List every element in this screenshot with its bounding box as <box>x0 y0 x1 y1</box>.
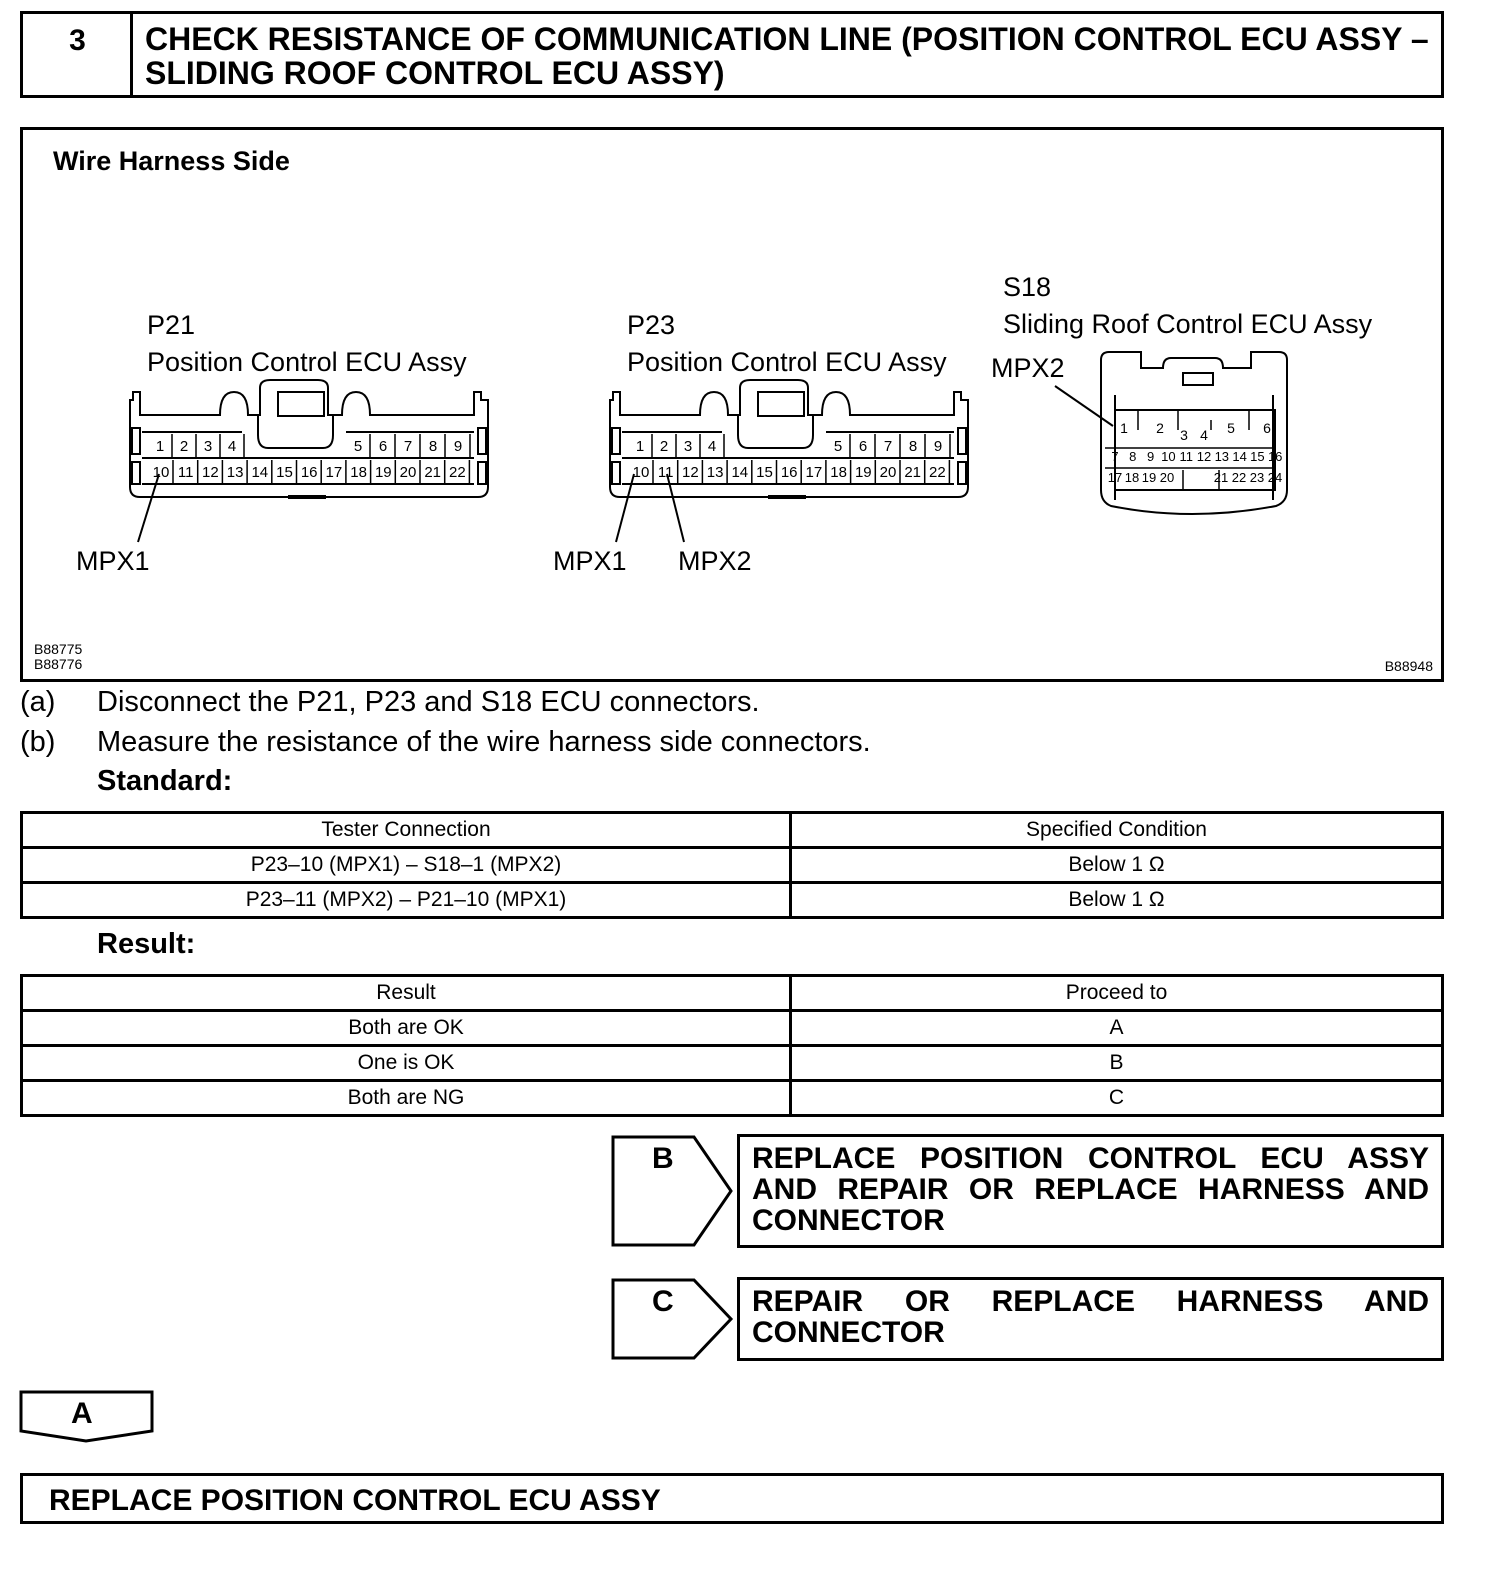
pin-label: 1 <box>635 438 645 455</box>
figure-code-right: B88948 <box>1384 658 1433 674</box>
pin-label: 20 <box>879 464 897 481</box>
p23-name: Position Control ECU Assy <box>627 347 947 377</box>
pin-label: 17 <box>805 464 823 481</box>
p23-id: P23 <box>627 310 676 340</box>
step-a-marker: (a) <box>20 686 56 718</box>
pin-label: 3 <box>1180 427 1188 443</box>
pin-label: 3 <box>203 438 213 455</box>
pin-label: 12 <box>1196 449 1212 464</box>
pin-label: 12 <box>682 464 699 481</box>
step-b-marker: (b) <box>20 726 56 758</box>
pin-label: 10 <box>152 464 170 481</box>
pin-label: 21 <box>904 464 922 481</box>
pin-label: 7 <box>883 438 893 455</box>
step-a-text: Disconnect the P21, P23 and S18 ECU connectors. <box>97 686 760 718</box>
table-cell: P23–11 (MPX2) – P21–10 (MPX1) <box>22 883 791 918</box>
s18-id: S18 <box>1003 272 1052 302</box>
pin-label: 10 <box>1161 449 1176 464</box>
figure-code-1: B88775 <box>34 641 83 657</box>
pin-label: 20 <box>399 464 417 481</box>
pin-label: 7 <box>1111 449 1119 464</box>
pin-label: 21 <box>1213 470 1229 485</box>
pin-label: 14 <box>251 464 269 481</box>
p21-name: Position Control ECU Assy <box>147 347 467 377</box>
p21-id: P21 <box>147 310 196 340</box>
pin-label: 14 <box>1232 449 1247 464</box>
p23-mpx2-callout: MPX2 <box>678 546 752 576</box>
pin-label: 2 <box>1156 420 1164 436</box>
pin-label: 15 <box>276 464 293 481</box>
pin-label: 22 <box>449 464 466 481</box>
pin-label: 1 <box>1120 420 1128 436</box>
pin-label: 4 <box>707 438 717 455</box>
pin-label: 18 <box>1124 470 1140 485</box>
table-row <box>22 848 1443 883</box>
next-action: REPLACE POSITION CONTROL ECU ASSY <box>20 1473 1444 1524</box>
pin-label: 5 <box>1227 420 1235 436</box>
standard-heading: Standard: <box>97 765 233 797</box>
table-cell: P23–10 (MPX1) – S18–1 (MPX2) <box>22 848 791 883</box>
pin-label: 8 <box>428 438 438 455</box>
pin-label: 18 <box>350 464 367 481</box>
pin-label: 11 <box>177 464 194 481</box>
figure-label: Wire Harness Side <box>53 146 290 176</box>
pin-label: 23 <box>1249 470 1265 485</box>
step-title: CHECK RESISTANCE OF COMMUNICATION LINE (POSITION CONTROL ECU ASSY – SLIDING ROOF CONTROL ECU ASSY) <box>130 11 1444 98</box>
branch-b-letter: B <box>652 1142 674 1175</box>
pin-label: 24 <box>1267 470 1283 485</box>
pin-label: 13 <box>226 464 244 481</box>
p21-mpx1-callout: MPX1 <box>76 546 150 576</box>
table-cell: Below 1 Ω <box>791 883 1443 918</box>
pin-label: 16 <box>1267 449 1283 464</box>
pin-label: 3 <box>683 438 693 455</box>
column-header: Tester Connection <box>22 813 791 848</box>
pin-label: 15 <box>756 464 773 481</box>
pin-label: 19 <box>374 464 392 481</box>
pin-label: 8 <box>908 438 918 455</box>
table-row <box>22 1081 1443 1116</box>
pin-label: 12 <box>202 464 219 481</box>
branch-c-letter: C <box>652 1285 674 1318</box>
branch-b-action: REPLACE POSITION CONTROL ECU ASSY AND REPAIR OR REPLACE HARNESS AND CONNECTOR <box>737 1134 1444 1248</box>
table-header-row <box>22 813 1443 848</box>
table-cell: B <box>791 1046 1443 1081</box>
pin-label: 16 <box>780 464 798 481</box>
pin-label: 22 <box>929 464 946 481</box>
column-header: Specified Condition <box>791 813 1443 848</box>
pin-label: 9 <box>933 438 943 455</box>
pin-label: 22 <box>1231 470 1247 485</box>
s18-connector-shape <box>1101 352 1287 514</box>
table-row <box>22 1011 1443 1046</box>
s18-mpx2-callout: MPX2 <box>991 353 1065 383</box>
pin-label: 19 <box>1141 470 1157 485</box>
column-header: Result <box>22 976 791 1011</box>
pin-label: 13 <box>706 464 724 481</box>
pin-label: 21 <box>424 464 442 481</box>
column-header: Proceed to <box>791 976 1443 1011</box>
pin-label: 13 <box>1214 449 1230 464</box>
step-b-text: Measure the resistance of the wire harness side connectors. <box>97 726 871 758</box>
pin-label: 14 <box>731 464 749 481</box>
table-header-row <box>22 976 1443 1011</box>
table-cell: Both are NG <box>22 1081 791 1116</box>
pin-label: 7 <box>403 438 413 455</box>
pin-label: 6 <box>858 438 868 455</box>
table-cell: One is OK <box>22 1046 791 1081</box>
table-row <box>22 1046 1443 1081</box>
pin-label: 11 <box>1179 449 1193 464</box>
pin-label: 19 <box>854 464 872 481</box>
s18-name: Sliding Roof Control ECU Assy <box>1003 309 1373 339</box>
pin-label: 6 <box>1263 420 1271 436</box>
pin-label: 4 <box>227 438 237 455</box>
branch-c-action: REPAIR OR REPLACE HARNESS AND CONNECTOR <box>737 1277 1444 1361</box>
pin-label: 18 <box>830 464 847 481</box>
wiring-figure <box>20 127 1444 682</box>
table-cell: A <box>791 1011 1443 1046</box>
table-cell: C <box>791 1081 1443 1116</box>
next-a-letter: A <box>71 1397 93 1430</box>
pin-label: 15 <box>1250 449 1265 464</box>
pin-label: 17 <box>1107 470 1123 485</box>
pin-label: 1 <box>155 438 165 455</box>
step-number: 3 <box>20 11 132 98</box>
pin-label: 20 <box>1159 470 1175 485</box>
pin-label: 17 <box>325 464 343 481</box>
table-cell: Below 1 Ω <box>791 848 1443 883</box>
pin-label: 9 <box>453 438 463 455</box>
pin-label: 5 <box>833 438 843 455</box>
pin-label: 10 <box>632 464 650 481</box>
pin-label: 5 <box>353 438 363 455</box>
result-table <box>20 974 1444 1117</box>
s18-mpx2-leader <box>1055 386 1113 426</box>
pin-label: 11 <box>657 464 674 481</box>
result-heading: Result: <box>97 928 196 960</box>
table-row <box>22 883 1443 918</box>
pin-label: 2 <box>659 438 669 455</box>
pin-label: 6 <box>378 438 388 455</box>
table-cell: Both are OK <box>22 1011 791 1046</box>
p23-mpx1-callout: MPX1 <box>553 546 627 576</box>
figure-code-2: B88776 <box>34 656 83 672</box>
pin-label: 9 <box>1146 449 1155 464</box>
pin-label: 8 <box>1129 449 1137 464</box>
pin-label: 2 <box>179 438 189 455</box>
pin-label: 4 <box>1200 427 1208 443</box>
connector-diagram <box>23 130 1441 679</box>
standard-table <box>20 811 1444 919</box>
pin-label: 16 <box>300 464 318 481</box>
